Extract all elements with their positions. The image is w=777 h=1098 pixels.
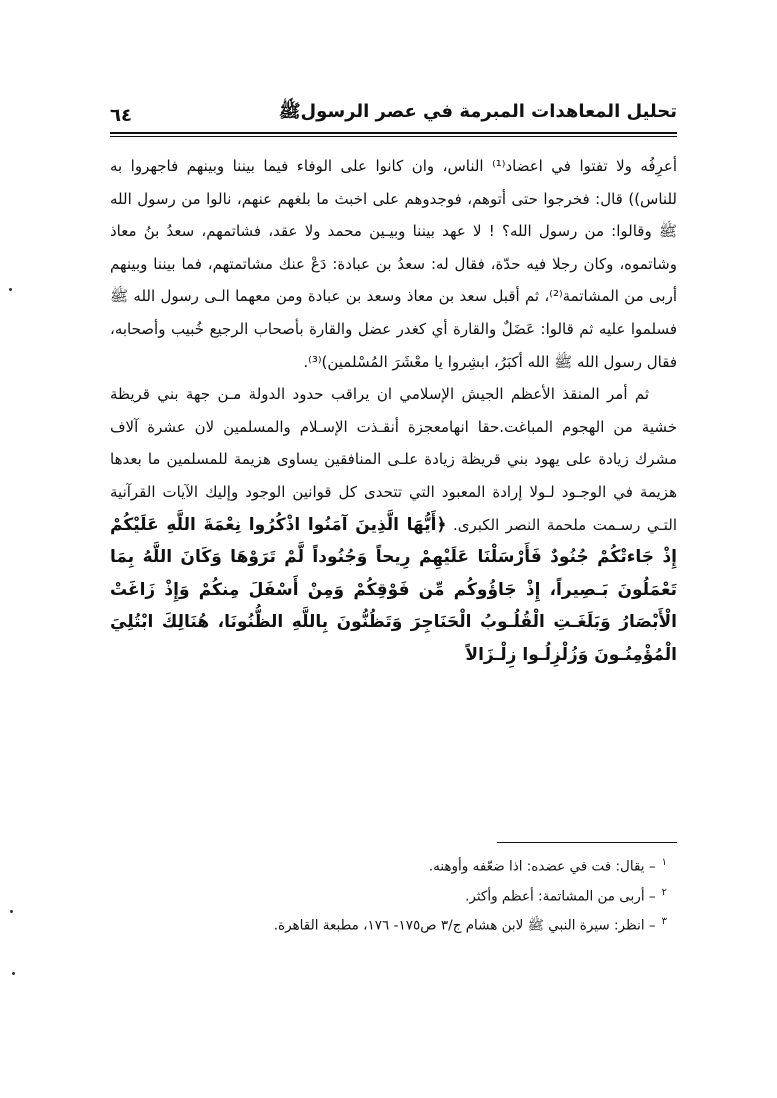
- header-rule: [110, 132, 677, 134]
- paragraph-1: أعرِفُه ولا تفتوا في اعضاد⁽¹⁾ الناس، وان كانوا على الوفاء فيما بيننا وبينهم فاجهروا به للناس)) قال: فخرجوا حتى أتوهم، فوجدوهم على اخبث ما بلغهم عنهم، نالوا من رسول الله ﷺ وقالوا: من رسول الله؟ ! لا عهد بيننا وبيـين محمد ولا عقد، فشاتمهم، سعدُ بنُ معاذ وشاتموه، وكان رجلا فيه حدّة، فقال له: سعدُ بن عبادة: دَعْ عنك مشاتمتهم، فما بيننا وبينهم أربى من المشاتمة⁽²⁾، ثم أقبل سعد بن معاذ وسعد بن عبادة ومن معهما الـى رسول الله ﷺ فسلموا عليه ثم قالوا: عَضَلٌ والقارة أي كغدر عضل والقارة بأصحاب الرجيع خُبيب وأصحابه، فقال رسول الله ﷺ الله أكبَرُ، ابشِروا يا معْشَرَ المُسْلمين)⁽³⁾.: [110, 157, 678, 371]
- footnote-number: ٢: [661, 886, 667, 898]
- footnote-number: ١: [661, 857, 667, 868]
- scan-speck: [10, 910, 13, 913]
- page-header: [110, 86, 677, 132]
- paragraph-2: [110, 378, 677, 671]
- footnote-1: [110, 850, 667, 880]
- running-title: تحليل المعاهدات المبرمة في عصر الرسولﷺ: [278, 101, 677, 122]
- page-number: ٦٤: [110, 105, 132, 126]
- header-rule-thin: [110, 136, 677, 137]
- scan-speck: [9, 288, 12, 291]
- main-text: [110, 150, 677, 672]
- quran-verse: ﴿أَيُّهَا الَّذِينَ آمَنُوا اذْكُرُوا نِعْمَةَ اللَّهِ عَلَيْكُمْ إِذْ جَاءتْكُمْ جُنُودٌ فَأَرْسَلْنَا عَلَيْهِمْ رِيحاً وَجُنُوداً لَّمْ تَرَوْهَا وَكَانَ اللَّهُ بِمَا تَعْمَلُونَ بَـصِيراً، إِذْ جَاؤُوكُم مِّن فَوْقِكُمْ وَمِنْ أَسْفَلَ مِنكُمْ وَإِذْ زَاغَتْ الْأَبْصَارُ وَبَلَغَـتِ الْقُلُـوبُ الْحَنَاجِرَ وَتَظُنُّونَ بِاللَّهِ الظُّنُونَا، هُنَالِكَ ابْتُلِيَ الْمُؤْمِنُـونَ وَزُلْزِلُـوا زِلْـزَالاً: [110, 514, 677, 665]
- footnotes: [110, 850, 667, 939]
- footnote-text: – أربى من المشاتمة: أعظم وأكثر.: [465, 888, 656, 904]
- footnote-number: ٣: [661, 916, 667, 927]
- scan-speck: [12, 972, 15, 975]
- footnote-2: [110, 880, 667, 910]
- footnote-text: – يقال: فت في عضده: اذا ضعّفه وأوهنه.: [428, 858, 656, 875]
- footnote-3: [110, 909, 667, 939]
- footnote-text: – انظر: سيرة النبي ﷺ لابن هشام ج/٣ ص١٧٥- ١٧٦، مطبعة القاهرة.: [273, 917, 656, 934]
- paragraph-2-text: ثم أمر المنقذ الأعظم الجيش الإسلامي ان يراقب حدود الدولة مـن جهة بني قريظة خشية من الهجوم المباغت.حقا انهامعجزة أنقـذت الإسـلام والمسلمين لان عشرة آلاف مشرك زيادة على يهود بني قريظة زيادة علـى المنافقين يساوى هزيمة للمسلمين ما بعدها هزيمة في الوجـود لـولا إرادة المعبود التي تتحدى كل قوانين الوجود وإليك الآيات القرآنية التـي رسـمت ملحمة النصر الكبرى.: [110, 385, 677, 534]
- footnote-separator: [497, 842, 677, 843]
